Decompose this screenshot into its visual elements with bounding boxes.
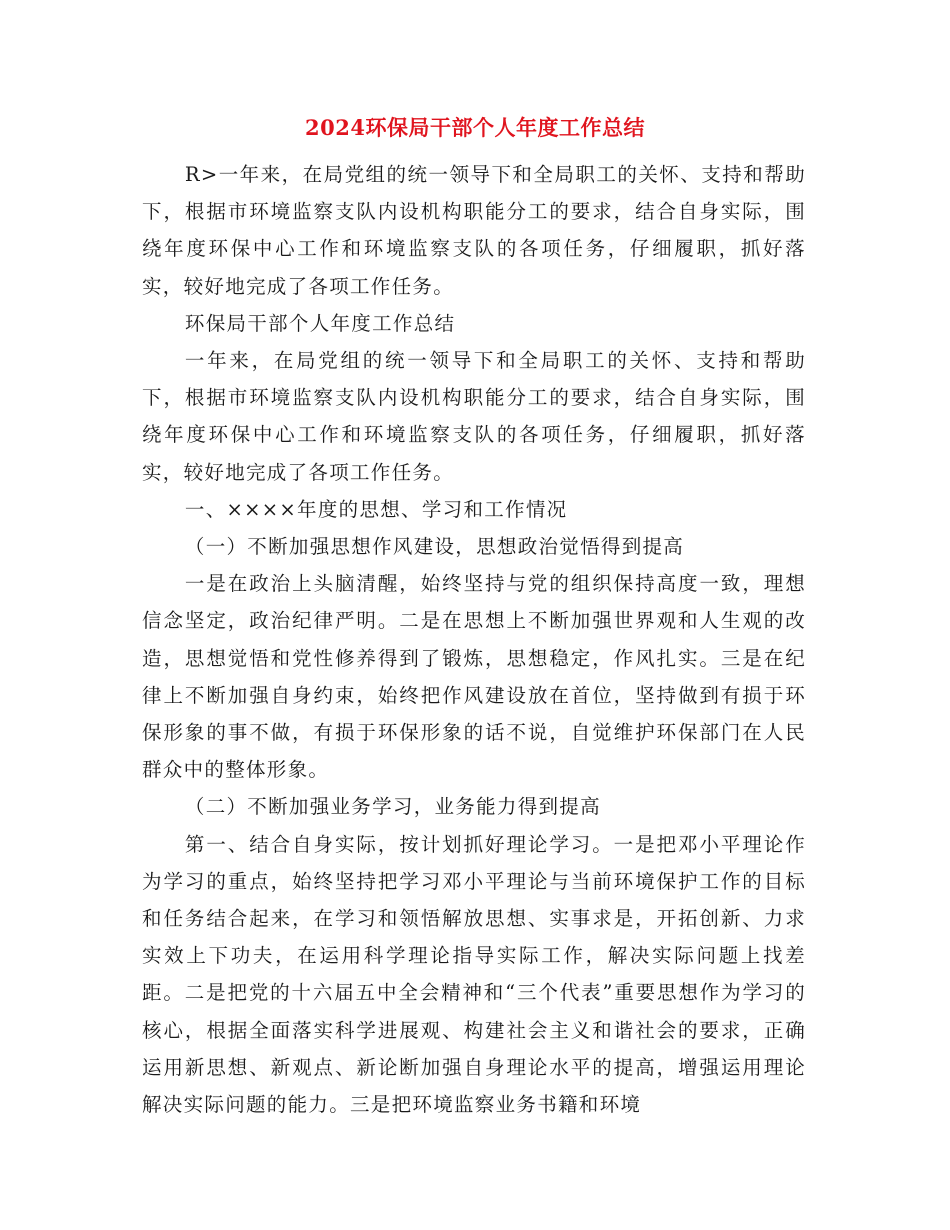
paragraph-study: 第一、结合自身实际，按计划抓好理论学习。一是把邓小平理论作为学习的重点，始终坚持把学习邓小平理论与当前环境保护工作的目标和任务结合起来，在学习和领悟解放思想、实事求是，开拓创新、力求实效上下功夫，在运用科学理论指导实际工作，解决实际问题上找差距。二是把党的十六届五中全会精神和“三个代表”重要思想作为学习的核心，根据全面落实科学进展观、构建社会主义和谐社会的要求，正确运用新思想、新观点、新论断加强自身理论水平的提高，增强运用理论解决实际问题的能力。三是把环境监察业务书籍和环境 bbox=[142, 832, 806, 1117]
subsection-heading-1: （一）不断加强思想作风建设，思想政治觉悟得到提高 bbox=[184, 535, 685, 559]
paragraph-ideology: 一是在政治上头脑清醒，始终坚持与党的组织保持高度一致，理想信念坚定，政治纪律严明。二是在思想上不断加强世界观和人生观的改造，思想觉悟和党性修养得到了锻炼，思想稳定，作风扎实。三是在纪律上不断加强自身约束，始终把作风建设放在首位，坚持做到有损于环保形象的事不做，有损于环保形象的话不说，自觉维护环保部门在人民群众中的整体形象。 bbox=[142, 572, 806, 782]
subsection-heading-2: （二）不断加强业务学习，业务能力得到提高 bbox=[184, 795, 601, 819]
document-title: 2024环保局干部个人年度工作总结 bbox=[305, 115, 645, 140]
section-heading-1: 一、××××年度的思想、学习和工作情况 bbox=[184, 497, 568, 521]
paragraph-intro: R>一年来，在局党组的统一领导下和全局职工的关怀、支持和帮助下，根据市环境监察支队内设机构职能分工的要求，结合自身实际，围绕年度环保中心工作和环境监察支队的各项任务，仔细履职，抓好落实，较好地完成了各项工作任务。 bbox=[142, 163, 806, 298]
document-body bbox=[142, 156, 806, 1123]
paragraph-summary: 一年来，在局党组的统一领导下和全局职工的关怀、支持和帮助下，根据市环境监察支队内设机构职能分工的要求，结合自身实际，围绕年度环保中心工作和环境监察支队的各项任务，仔细履职，抓好落实，较好地完成了各项工作任务。 bbox=[142, 349, 806, 484]
paragraph-subtitle: 环保局干部个人年度工作总结 bbox=[184, 311, 456, 335]
